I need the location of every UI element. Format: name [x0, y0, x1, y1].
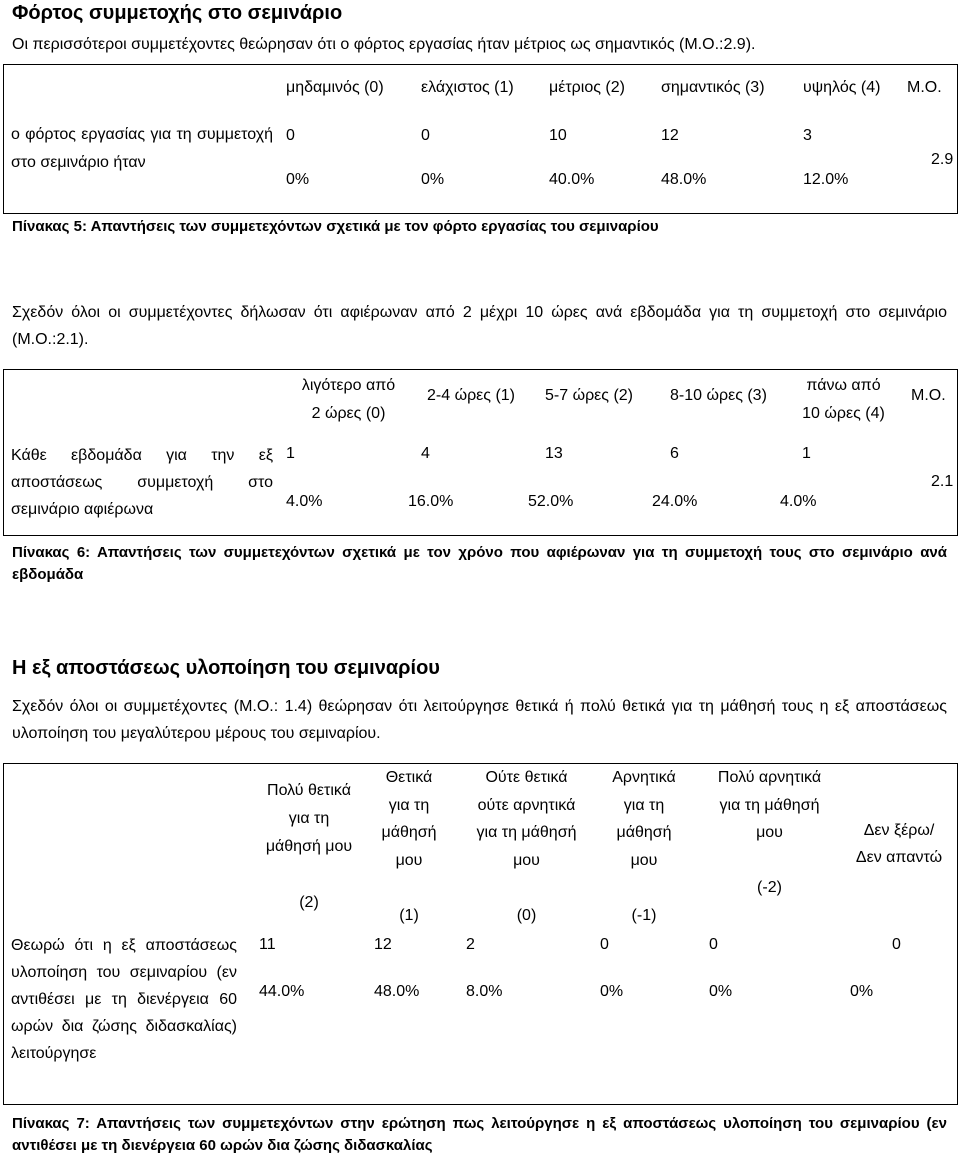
table7-count: 0	[709, 936, 718, 953]
table7-row-label: Θεωρώ ότι η εξ αποστάσεως υλοποίηση του σεμιναρίου (εν αντιθέσει με τη διενέργεια 60 ωρών δια ζώσης διδασκαλίας) λειτούργησε	[11, 937, 237, 1062]
table6-header: 5-7 ώρες (2)	[545, 387, 634, 404]
header-line: για τη	[388, 796, 430, 814]
table6-header: 2-4 ώρες (1)	[427, 387, 516, 404]
table6-caption: Πίνακας 6: Απαντήσεις των συμμετεχόντων σχετικά με τον χρόνο που αφιέρωναν για τη συμμετοχή τους στο σεμινάριο ανά εβδομάδα	[12, 544, 947, 583]
table5-percent: 0%	[286, 171, 310, 188]
header-line: Δεν ξέρω/	[863, 822, 935, 839]
table7-percent: 0%	[709, 983, 733, 1000]
table6-header-line: 10 ώρες (4)	[802, 405, 885, 422]
header-line	[594, 874, 694, 902]
table7-percent: 44.0%	[259, 983, 305, 1000]
header-line: μάθησή μου	[265, 838, 353, 855]
table7-count: 11	[259, 936, 276, 953]
header-line: μου	[630, 851, 658, 869]
workload-intro: Οι περισσότεροι συμμετέχοντες θεώρησαν ότι ο φόρτος εργασίας ήταν μέτριος ως σημαντικός (Μ.Ο.:2.9).	[12, 36, 756, 53]
table5-header: σημαντικός (3)	[661, 79, 765, 96]
table-6	[3, 369, 958, 536]
table5-mean: 2.9	[931, 151, 954, 168]
section-heading-workload: Φόρτος συμμετοχής στο σεμινάριο	[12, 2, 343, 24]
table6-row-label: Κάθε εβδομάδα για την εξ αποστάσεως συμμετοχή στο σεμινάριο αφιέρωνα	[11, 447, 273, 518]
table5-header-row	[286, 79, 956, 107]
hours-intro: Σχεδόν όλοι οι συμμετέχοντες δήλωσαν ότι αφιέρωναν από 2 μέχρι 10 ώρες ανά εβδομάδα για τη συμμετοχή στο σεμινάριο (Μ.Ο.:2.1).	[12, 304, 947, 348]
table6-header-line: 2 ώρες (0)	[311, 405, 386, 422]
table5-percent: 48.0%	[661, 171, 707, 188]
header-line: για τη	[288, 810, 330, 827]
table5-percent: 0%	[421, 171, 445, 188]
header-line: Πολύ θετικά	[267, 782, 351, 799]
table5-count: 3	[803, 127, 812, 144]
table6-percent: 52.0%	[528, 493, 574, 510]
header-line: ούτε αρνητικά	[477, 796, 576, 814]
table6-percent: 4.0%	[780, 493, 817, 510]
header-line: Πολύ αρνητικά	[717, 769, 822, 786]
table-5	[3, 64, 958, 214]
table5-header: μηδαμινός (0)	[286, 79, 384, 96]
table7-percent: 8.0%	[466, 983, 503, 1000]
table7-header-col4	[594, 764, 694, 929]
table5-header: υψηλός (4)	[803, 79, 881, 96]
table6-header	[786, 372, 901, 428]
header-line	[702, 847, 837, 875]
header-line: (2)	[299, 894, 319, 911]
header-line	[364, 874, 454, 902]
table7-caption: Πίνακας 7: Απαντήσεις των συμμετεχόντων στην ερώτηση πως λειτούργησε η εξ αποστάσεως υλοποίηση του σεμιναρίου (εν αντιθέσει με τη διενέργεια 60 ωρών δια ζώσης διδασκαλίας	[12, 1115, 947, 1154]
table5-count: 0	[286, 127, 295, 144]
table6-header: Μ.Ο.	[911, 387, 946, 404]
table6-mean: 2.1	[931, 473, 954, 490]
table7-count: 12	[374, 936, 392, 953]
header-line: Ούτε θετικά	[485, 769, 568, 786]
table5-count: 0	[421, 127, 430, 144]
table5-row-label: ο φόρτος εργασίας για τη συμμετοχή στο σεμινάριο ήταν	[11, 126, 273, 171]
table7-percent: 0%	[850, 983, 874, 1000]
table5-header: μέτριος (2)	[549, 79, 625, 96]
table6-header	[286, 372, 411, 428]
table6-percent: 4.0%	[286, 493, 323, 510]
table6-count: 1	[802, 445, 811, 462]
table7-header-col1	[249, 777, 369, 917]
header-line: (1)	[399, 906, 419, 924]
table6-count: 1	[286, 445, 295, 462]
table5-percent: 12.0%	[803, 171, 849, 188]
table7-header-col5	[702, 764, 837, 902]
table5-percent: 40.0%	[549, 171, 595, 188]
header-line: για τη	[623, 796, 665, 814]
header-line: μάθησή	[616, 824, 672, 841]
header-line: (-2)	[757, 879, 782, 896]
header-line: Αρνητικά	[612, 769, 676, 786]
table6-count: 4	[421, 445, 430, 462]
header-line	[249, 861, 369, 889]
header-line: (0)	[516, 906, 537, 924]
table7-header-col6	[849, 817, 949, 871]
table7-count: 0	[892, 936, 901, 953]
table5-count: 12	[661, 127, 679, 144]
table-7	[3, 763, 958, 1105]
header-line: για τη μάθησή	[719, 796, 820, 814]
header-line: μου	[756, 824, 783, 841]
header-line: μάθησή	[381, 824, 437, 841]
section-heading-remote: Η εξ αποστάσεως υλοποίηση του σεμιναρίου	[12, 657, 440, 679]
table6-header-line: λιγότερο από	[301, 377, 396, 394]
table7-percent: 0%	[600, 983, 624, 1000]
header-line: (-1)	[631, 906, 657, 924]
header-line	[459, 874, 594, 902]
table7-header-col2	[364, 764, 454, 929]
header-line: Θετικά	[385, 769, 433, 786]
header-line: μου	[395, 851, 423, 869]
header-line: μου	[513, 851, 540, 869]
table7-data	[259, 936, 959, 1000]
table6-percent: 24.0%	[652, 493, 698, 510]
table7-count: 2	[466, 936, 475, 953]
table6-percent: 16.0%	[408, 493, 454, 510]
table5-data	[286, 127, 849, 188]
table5-count: 10	[549, 127, 567, 144]
table7-percent: 48.0%	[374, 983, 420, 1000]
header-line: για τη μάθησή	[476, 824, 577, 841]
table6-data	[286, 445, 866, 510]
table6-header: 8-10 ώρες (3)	[670, 387, 767, 404]
table6-count: 13	[545, 445, 563, 462]
remote-intro: Σχεδόν όλοι οι συμμετέχοντες (Μ.Ο.: 1.4) θεώρησαν ότι λειτούργησε θετικά ή πολύ θετικά για τη μάθησή τους η εξ αποστάσεως υλοποίηση του μεγαλύτερου μέρους του σεμιναρίου.	[12, 698, 947, 742]
table5-header: ελάχιστος (1)	[421, 79, 514, 96]
table5-caption: Πίνακας 5: Απαντήσεις των συμμετεχόντων σχετικά με τον φόρτο εργασίας του σεμιναρίου	[12, 218, 659, 235]
header-line: Δεν απαντώ	[855, 849, 943, 866]
table6-header-line: πάνω από	[806, 377, 881, 394]
table6-count: 6	[670, 445, 679, 462]
table7-header-col3	[459, 764, 594, 929]
table7-count: 0	[600, 936, 609, 953]
table5-header: Μ.Ο.	[907, 79, 942, 96]
